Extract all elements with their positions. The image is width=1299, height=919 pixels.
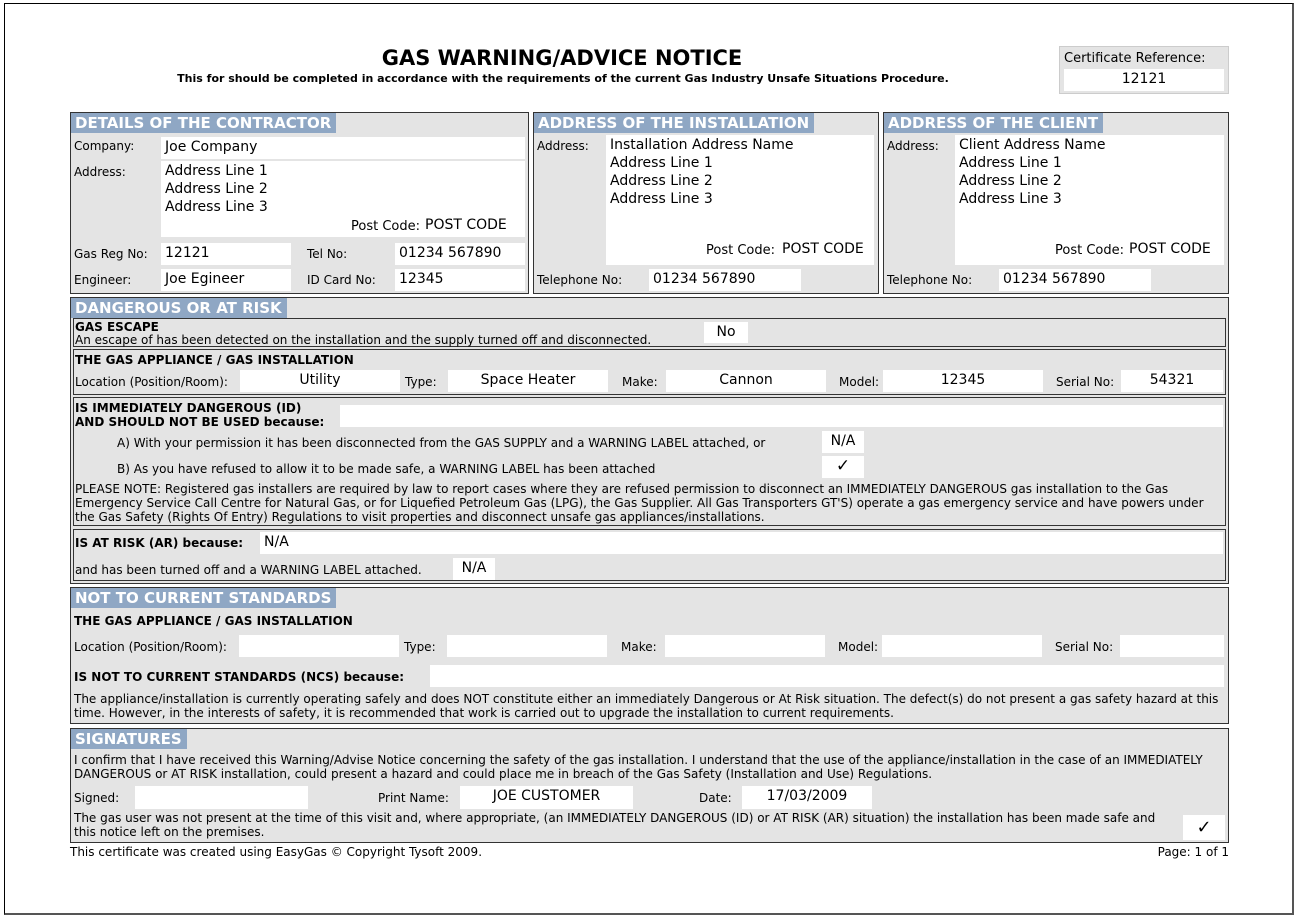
dangerous-type-field[interactable]: Space Heater	[448, 370, 608, 392]
gas-escape-text: An escape of has been detected on the installation and the supply turned off and disconnected.	[75, 333, 652, 347]
installation-section	[533, 112, 879, 294]
client-address-field[interactable]	[955, 135, 1224, 265]
contractor-address-field[interactable]	[161, 161, 525, 237]
dangerous-appliance-title: THE GAS APPLIANCE / GAS INSTALLATION	[75, 353, 354, 367]
ncs-header: NOT TO CURRENT STANDARDS	[71, 588, 336, 608]
dangerous-location-label: Location (Position/Room):	[75, 375, 228, 389]
engineer-field[interactable]: Joe Egineer	[161, 269, 291, 291]
ncs-serial-label: Serial No:	[1055, 640, 1114, 654]
idcard-field[interactable]: 12345	[395, 269, 525, 291]
please-note-text: PLEASE NOTE: Registered gas installers are required by law to report cases where they are refused permission to disconnect an IMMEDIATELY DANGEROUS gas installation to the Gas Emergency Service Call Centre for Natural Gas, or for Liquefied Petroleum Gas (LPG), the Gas Supplier. All Gas Transporters GT'S) operate a gas emergency service and have powers under the Gas Safety (Rights Of Entry) Regulations to visit properties and disconnect unsafe gas appliances/installations.	[75, 482, 1204, 524]
client-postcode: POST CODE	[1129, 241, 1211, 257]
id-title-line1: IS IMMEDIATELY DANGEROUS (ID)	[75, 401, 302, 415]
ncs-make-field[interactable]	[665, 635, 825, 657]
client-postcode-label: Post Code:	[1055, 243, 1124, 258]
installation-address-label: Address:	[537, 139, 589, 153]
engineer-label: Engineer:	[74, 273, 132, 287]
id-title-line2: AND SHOULD NOT BE USED because:	[75, 415, 325, 429]
client-address-line1: Address Line 1	[959, 155, 1062, 171]
company-field[interactable]: Joe Company	[161, 137, 525, 159]
client-header: ADDRESS OF THE CLIENT	[884, 113, 1103, 133]
ncs-appliance-title: THE GAS APPLIANCE / GAS INSTALLATION	[74, 614, 353, 628]
installation-address-line1: Address Line 1	[610, 155, 713, 171]
contractor-address-line1: Address Line 1	[165, 163, 268, 179]
dangerous-location-field[interactable]: Utility	[240, 370, 400, 392]
signed-label: Signed:	[74, 791, 120, 805]
ncs-location-label: Location (Position/Room):	[74, 640, 227, 654]
date-field[interactable]: 17/03/2009	[742, 786, 872, 809]
company-label: Company:	[74, 139, 135, 153]
dangerous-serial-field[interactable]: 54321	[1121, 370, 1223, 392]
at-risk-field[interactable]: N/A	[260, 532, 1223, 554]
page-title: GAS WARNING/ADVICE NOTICE	[381, 46, 743, 70]
contractor-postcode: POST CODE	[425, 217, 507, 233]
ncs-model-field[interactable]	[882, 635, 1042, 657]
installation-telephone-field[interactable]: 01234 567890	[649, 269, 801, 291]
idcard-label: ID Card No:	[307, 273, 376, 287]
client-address-name: Client Address Name	[959, 137, 1106, 153]
client-address-line3: Address Line 3	[959, 191, 1062, 207]
tel-label: Tel No:	[307, 247, 348, 261]
date-label: Date:	[699, 791, 732, 805]
footer-copyright: This certificate was created using EasyGas © Copyright Tysoft 2009.	[70, 845, 483, 859]
option-b-checkbox[interactable]: ✓	[822, 456, 864, 478]
installation-telephone-label: Telephone No:	[537, 273, 623, 287]
contractor-header: DETAILS OF THE CONTRACTOR	[71, 113, 336, 133]
installation-address-line3: Address Line 3	[610, 191, 713, 207]
contractor-postcode-label: Post Code:	[351, 219, 420, 234]
option-a-text: A) With your permission it has been disconnected from the GAS SUPPLY and a WARNING LABEL attached, or	[117, 436, 766, 450]
dangerous-type-label: Type:	[405, 375, 437, 389]
contractor-section	[70, 112, 529, 294]
signed-field[interactable]	[135, 786, 308, 809]
user-absent-text: The gas user was not present at the time of this visit and, where appropriate, (an IMMEDIATELY DANGEROUS (ID) or AT RISK (AR) situation) the installation has been made safe and this notice left on the premises.	[74, 811, 1156, 839]
installation-address-line2: Address Line 2	[610, 173, 713, 189]
option-a-value[interactable]: N/A	[822, 431, 864, 453]
installation-postcode: POST CODE	[782, 241, 864, 257]
page-subtitle: This for should be completed in accordance with the requirements of the current Gas Industry Unsafe Situations Procedure.	[177, 72, 949, 85]
dangerous-make-field[interactable]: Cannon	[666, 370, 826, 392]
at-risk-panel	[73, 529, 1226, 581]
dangerous-appliance-panel	[73, 349, 1226, 395]
gasreg-field[interactable]: 12121	[161, 243, 291, 265]
client-section	[883, 112, 1229, 294]
at-risk-turned-off-value[interactable]: N/A	[453, 558, 495, 580]
client-telephone-field[interactable]: 01234 567890	[999, 269, 1151, 291]
gas-escape-title: GAS ESCAPE	[75, 320, 159, 334]
ncs-location-field[interactable]	[239, 635, 399, 657]
at-risk-turned-off-text: and has been turned off and a WARNING LABEL attached.	[75, 563, 422, 577]
gasreg-label: Gas Reg No:	[74, 247, 148, 261]
ncs-type-field[interactable]	[447, 635, 607, 657]
print-name-field[interactable]: JOE CUSTOMER	[460, 786, 633, 809]
installation-address-name: Installation Address Name	[610, 137, 794, 153]
signatures-section	[70, 728, 1229, 843]
contractor-address-line2: Address Line 2	[165, 181, 268, 197]
option-b-text: B) As you have refused to allow it to be made safe, a WARNING LABEL has been attached	[117, 462, 656, 476]
footer-page-number: Page: 1 of 1	[1157, 845, 1229, 859]
signatures-confirm-text: I confirm that I have received this Warning/Advise Notice concerning the safety of the gas installation. I understand that the use of the appliance/installation in the case of an IMMEDIATELY DANGEROUS or AT RISK installation, could present a hazard and could place me in breach of the Gas Safety (Installation and Use) Regulations.	[74, 753, 1203, 781]
contractor-address-label: Address:	[74, 165, 126, 179]
gas-escape-panel	[73, 318, 1226, 347]
client-address-line2: Address Line 2	[959, 173, 1062, 189]
print-name-label: Print Name:	[378, 791, 449, 805]
dangerous-make-label: Make:	[622, 375, 658, 389]
client-address-label: Address:	[887, 139, 939, 153]
client-telephone-label: Telephone No:	[887, 273, 973, 287]
contractor-address-line3: Address Line 3	[165, 199, 268, 215]
installation-address-field[interactable]	[606, 135, 874, 265]
tel-field[interactable]: 01234 567890	[395, 243, 525, 265]
at-risk-label: IS AT RISK (AR) because:	[75, 536, 244, 550]
dangerous-header: DANGEROUS OR AT RISK	[71, 298, 287, 318]
installation-header: ADDRESS OF THE INSTALLATION	[534, 113, 814, 133]
signatures-header: SIGNATURES	[71, 729, 187, 749]
certificate-reference-value[interactable]: 12121	[1064, 69, 1224, 91]
ncs-reason-label: IS NOT TO CURRENT STANDARDS (NCS) because:	[74, 670, 405, 684]
dangerous-model-label: Model:	[839, 375, 880, 389]
ncs-text: The appliance/installation is currently operating safely and does NOT constitute either an immediately Dangerous or At Risk situation. The defect(s) do not present a gas safety hazard at this time. However, in the interests of safety, it is recommended that work is carried out to upgrade the installation to current requirements.	[74, 692, 1219, 720]
certificate-reference-panel	[1059, 46, 1229, 94]
ncs-type-label: Type:	[404, 640, 436, 654]
ncs-make-label: Make:	[621, 640, 657, 654]
user-absent-checkbox[interactable]: ✓	[1183, 815, 1225, 840]
installation-postcode-label: Post Code:	[706, 243, 775, 258]
immediately-dangerous-panel	[73, 397, 1226, 526]
ncs-model-label: Model:	[838, 640, 879, 654]
dangerous-section	[70, 297, 1229, 584]
ncs-section	[70, 587, 1229, 724]
dangerous-model-field[interactable]: 12345	[883, 370, 1043, 392]
ncs-serial-field[interactable]	[1120, 635, 1224, 657]
id-reason-field[interactable]	[340, 405, 1223, 427]
dangerous-serial-label: Serial No:	[1056, 375, 1115, 389]
gas-escape-value[interactable]: No	[704, 322, 748, 343]
ncs-reason-field[interactable]	[430, 665, 1224, 687]
certificate-reference-label: Certificate Reference:	[1064, 51, 1206, 66]
